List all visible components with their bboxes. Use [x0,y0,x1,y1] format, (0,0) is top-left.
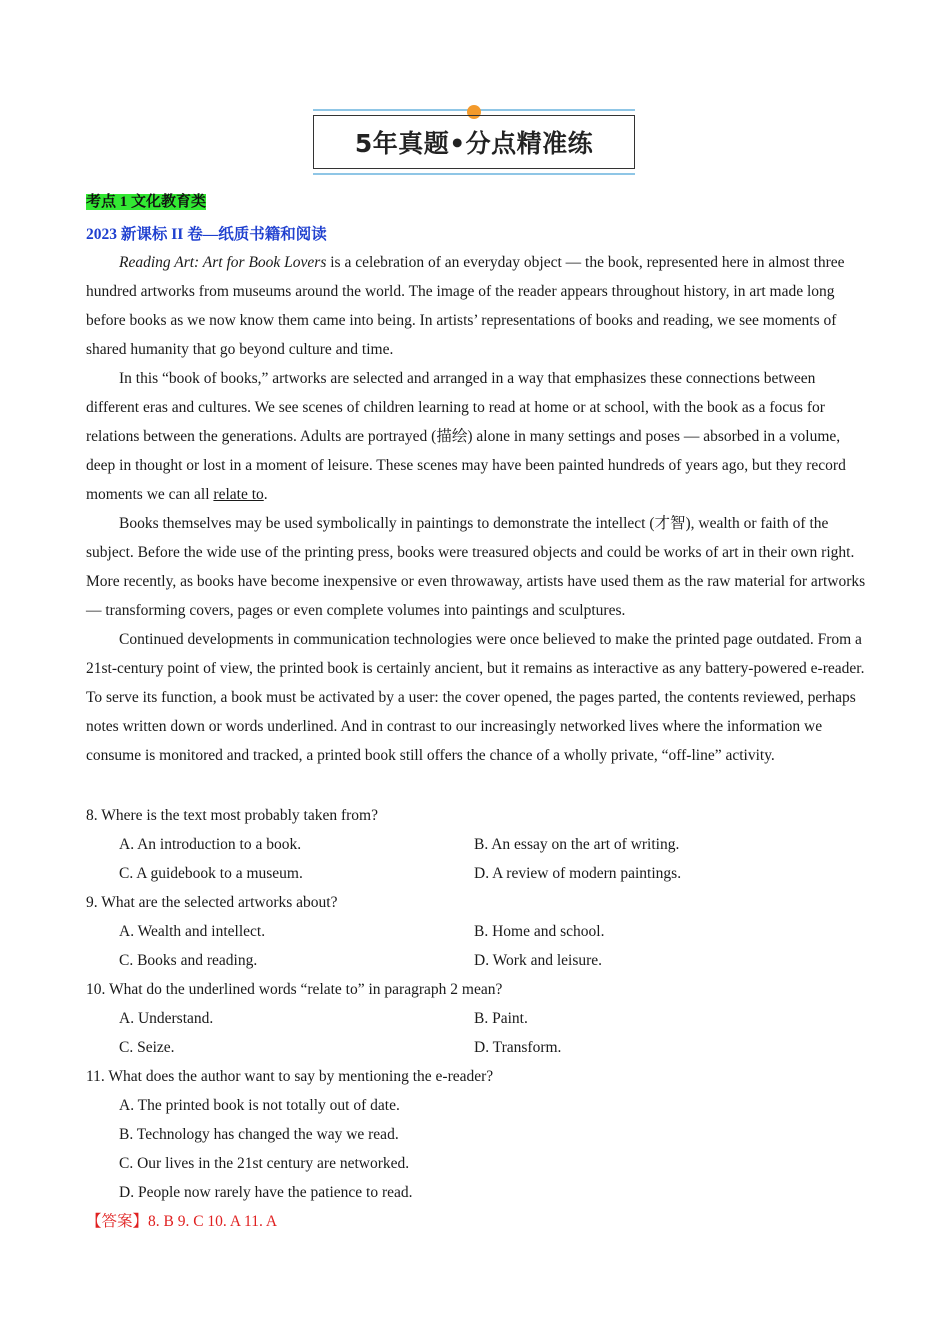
option-10a[interactable]: A. Understand. [119,1010,214,1027]
option-10c[interactable]: C. Seize. [119,1039,175,1056]
paragraph-1-text: is a celebration of an everyday object — the book, represented here in almost three hundred artworks from museums around the world. The image of the reader appears throughout history, in art made long before books as we now know them came into being. In artists’ representations of books and reading, we see moments of shared humanity that go beyond culture and time. [86,254,845,358]
option-8a[interactable]: A. An introduction to a book. [119,836,302,853]
paragraph-1 [86,248,866,364]
topic-highlight: 考点 1 文化教育类 [86,194,207,210]
exam-source: 2023 新课标 II 卷—纸质书籍和阅读 [86,226,327,243]
paragraph-2 [86,364,866,509]
paragraph-2-end: . [263,486,268,503]
book-title: Reading Art: Art for Book Lovers [119,254,327,271]
option-11b[interactable]: B. Technology has changed the way we read. [119,1126,399,1143]
question-11-stem: 11. What does the author want to say by mentioning the e-reader? [86,1068,494,1085]
question-9-options [86,917,866,975]
option-10b[interactable]: B. Paint. [474,1010,528,1027]
option-8c[interactable]: C. A guidebook to a museum. [119,865,303,882]
reading-passage [86,248,866,770]
question-8-options [86,830,866,888]
option-9a[interactable]: A. Wealth and intellect. [119,923,266,940]
question-10-stem: 10. What do the underlined words “relate to” in paragraph 2 mean? [86,981,503,998]
title-banner [313,109,635,175]
paragraph-4: Continued developments in communication technologies were once believed to make the printed page outdated. From a 21st-century point of view, the printed book is certainly ancient, but it remains as interactive as any battery-powered e-reader. To serve its function, a book must be activated by a user: the cover opened, the pages parted, the contents reviewed, perhaps notes written down or words underlined. And in contrast to our increasingly networked lives where the information we consume is monitored and tracked, a printed book still offers the chance of a wholly private, “off-line” activity. [86,631,865,764]
question-8-stem: 8. Where is the text most probably taken from? [86,807,378,824]
paragraph-2-text: In this “book of books,” artworks are selected and arranged in a way that emphasizes these connections between different eras and cultures. We see scenes of children learning to read at home or at school, with the book as a focus for relations between the generations. Adults are portrayed (描绘) alone in many settings and poses — absorbed in a volume, deep in thought or lost in a moment of leisure. These scenes may have been painted hundreds of years ago, but they record moments we can all [86,370,846,503]
question-list [86,801,866,1207]
option-9b[interactable]: B. Home and school. [474,923,605,940]
option-11c[interactable]: C. Our lives in the 21st century are networked. [119,1155,410,1172]
option-9c[interactable]: C. Books and reading. [119,952,258,969]
underlined-phrase: relate to [213,486,264,503]
option-8d[interactable]: D. A review of modern paintings. [474,865,682,882]
banner-title: 5年真题•分点精准练 [354,129,594,158]
banner-box [313,115,635,169]
topic-label [86,190,206,211]
option-11a[interactable]: A. The printed book is not totally out of date. [119,1097,400,1114]
question-11-options [86,1091,866,1207]
answer-key: 【答案】8. B 9. C 10. A 11. A [86,1213,278,1230]
option-9d[interactable]: D. Work and leisure. [474,952,603,969]
banner-bottom-line [313,173,635,175]
question-9-stem: 9. What are the selected artworks about? [86,894,338,911]
option-8b[interactable]: B. An essay on the art of writing. [474,836,680,853]
option-11d[interactable]: D. People now rarely have the patience to read. [119,1184,413,1201]
paragraph-3: Books themselves may be used symbolically in paintings to demonstrate the intellect (才智), wealth or faith of the subject. Before the wide use of the printing press, books were treasured objects and could be works of art in their own right. More recently, as books have become inexpensive or even throwaway, artists have used them as the raw material for artworks — transforming covers, pages or even complete volumes into paintings and sculptures. [86,515,866,619]
question-10-options [86,1004,866,1062]
option-10d[interactable]: D. Transform. [474,1039,562,1056]
